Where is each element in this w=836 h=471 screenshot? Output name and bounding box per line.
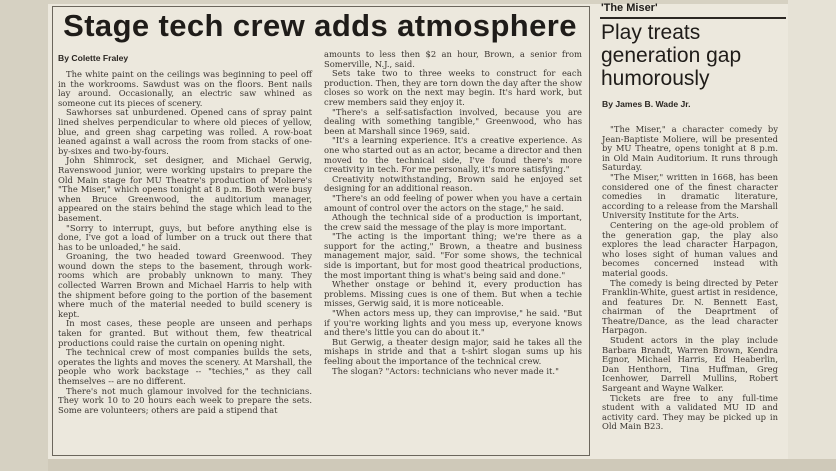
paragraph: But Gerwig, a theater design major, said he takes all the mishaps in stride and that a t-shirt slogan sums up his feeling about the importance of the technical crew. [324, 336, 582, 366]
side-story-body [602, 125, 778, 432]
paragraph: "The Miser," a character comedy by Jean-Baptiste Moliere, will be presented by MU Theatre, opens tonight at 8 p.m. in Old Main Auditorium. It runs through Saturday. [602, 124, 778, 173]
paragraph: The slogan? "Actors: technicians who never made it." [332, 365, 559, 376]
side-story-headline: Play treats generation gap humorously [601, 21, 742, 90]
paragraph: Student actors in the play include Barbara Brandt, Warren Brown, Kendra Egnor, Michael Harris, Ed Heaberlin, Dan Henthorn, Tina Huffman, Greg Icenhower, Darrell Mullins, Robert Sargeant and Wayne Walker. [602, 335, 778, 394]
page-edge [788, 0, 836, 471]
paragraph: There's not much glamour involved for the technicians. They work 10 to 20 hours each week to prepare the sets. Some are volunteers; others are paid a stipend that [58, 385, 312, 415]
paragraph: Tickets are free to any full-time student with a validated MU ID and activity card. They may be picked up in Old Main B23. [602, 392, 778, 432]
main-story-column-1 [58, 70, 312, 415]
paragraph: The technical crew of most companies builds the sets, operates the lights and moves the scenery. At Marshall, the people who work backstage -- "techies," as they call themselves -- are no different. [58, 347, 312, 386]
paragraph: Sawhorses sat unburdened. Opened cans of spray paint lined shelves perpendicular to where old pieces of yellow, blue, and green shag carpeting was rolled. A row-boat leaned against a wall across the room from stacks of one-by-sixes and two-by-fours. [58, 107, 312, 156]
paragraph: Sets take two to three weeks to construct for each production. Then, they are torn down the day after the show closes so work on the next may begin. It's hard work, but crew members said they enjoy it. [324, 68, 582, 107]
paragraph: amounts to less then $2 an hour, Brown, a senior from Somerville, N.J., said. [324, 49, 582, 69]
paragraph: "The Miser," written in 1668, has been considered one of the finest character comedies in dramatic literature, according to a release from the Marshall University Institute for the Arts. [602, 171, 778, 221]
paragraph: "Sorry to interrupt, guys, but before anything else is done, I've got a load of lumber on a truck out there that has to be unloaded," he said. [58, 222, 312, 252]
paragraph: "It's a learning experience. It's a creative experience. As one who started out as an actor, became a director and then moved to the technical side, I've found there's more creativity in tech. For me personally, it's more satisfying." [324, 135, 582, 175]
paragraph: "When actors mess up, they can improvise," he said. "But if you're working lights and you mess up, everyone knows and there's little you can do about it." [324, 308, 582, 338]
main-byline: By Colette Fraley [58, 53, 129, 63]
paragraph: "There's a self-satisfaction involved, because you are dealing with something tangible," Greenwood, who has been at Marshall since 1969, said. [324, 106, 582, 136]
paragraph: Groaning, the two headed toward Greenwood. They wound down the steps to the basement, through work-rooms which are probably unknown to many. They collected Warren Brown and Michael Harris to help with the shipment before going to the portion of the basement where much of the material needed to build scenery is kept. [58, 251, 312, 319]
paragraph: The comedy is being directed by Peter Franklin-White, guest artist in residence, and features Dr. N. Bennett East, chairman of the Deaprtment of Theatre/Dance, as the lead character Harpagon. [602, 277, 778, 336]
paragraph: "The acting is the important thing; we're there as a support for the acting," Brown, a theatre and business management major, said. "For some shows, the technical side is important, but for most good theatrical productions, the most important thing is what's being said and done." [324, 231, 582, 280]
side-story-tag: 'The Miser' [601, 2, 658, 14]
side-story-byline: By James B. Wade Jr. [602, 99, 691, 109]
paragraph: John Shimrock, set designer, and Michael Gerwig, Ravenswood junior, were working upstairs to prepare the Old Main stage for MU Theatre's production of Moliere's "The Miser," which opens tonight at 8 p.m. Both were busy when Bruce Greenwood, the auditorium manager, appeared on the stairs behind the stage which lead to the basement. [58, 155, 312, 223]
paragraph: "There's an odd feeling of power when you have a certain amount of control over the actors on the stage," he said. [324, 192, 582, 213]
main-story-column-2 [324, 50, 582, 376]
side-story-rule [600, 17, 786, 19]
paragraph: The white paint on the ceilings was beginning to peel off in the workrooms. Sawdust was on the floors. Bent nails lay around. Occasionally, an electric saw whined as someone cut its pieces of scenery. [58, 69, 312, 108]
paragraph: Athough the technical side of a production is important, the crew said the message of the play is more important. [324, 212, 582, 232]
paragraph: Creativity notwithstanding, Brown said he enjoyed set designing for an additional reason. [324, 173, 582, 194]
main-headline: Stage tech crew adds atmosphere [63, 8, 577, 43]
paragraph: Centering on the age-old problem of the generation gap, the play also explores the lead character Harpagon, who loses sight of human values and becomes concerned instead with material goods. [602, 219, 778, 278]
paragraph: Whether onstage or behind it, every production has problems. Missing cues is one of them. But when a techie misses, Gerwig said, it is more noticeable. [324, 279, 582, 309]
paragraph: In most cases, these people are unseen and perhaps taken for granted. But without them, few theatrical productions could raise the curtain on opening night. [58, 318, 312, 348]
clipping-shadow [48, 459, 836, 471]
